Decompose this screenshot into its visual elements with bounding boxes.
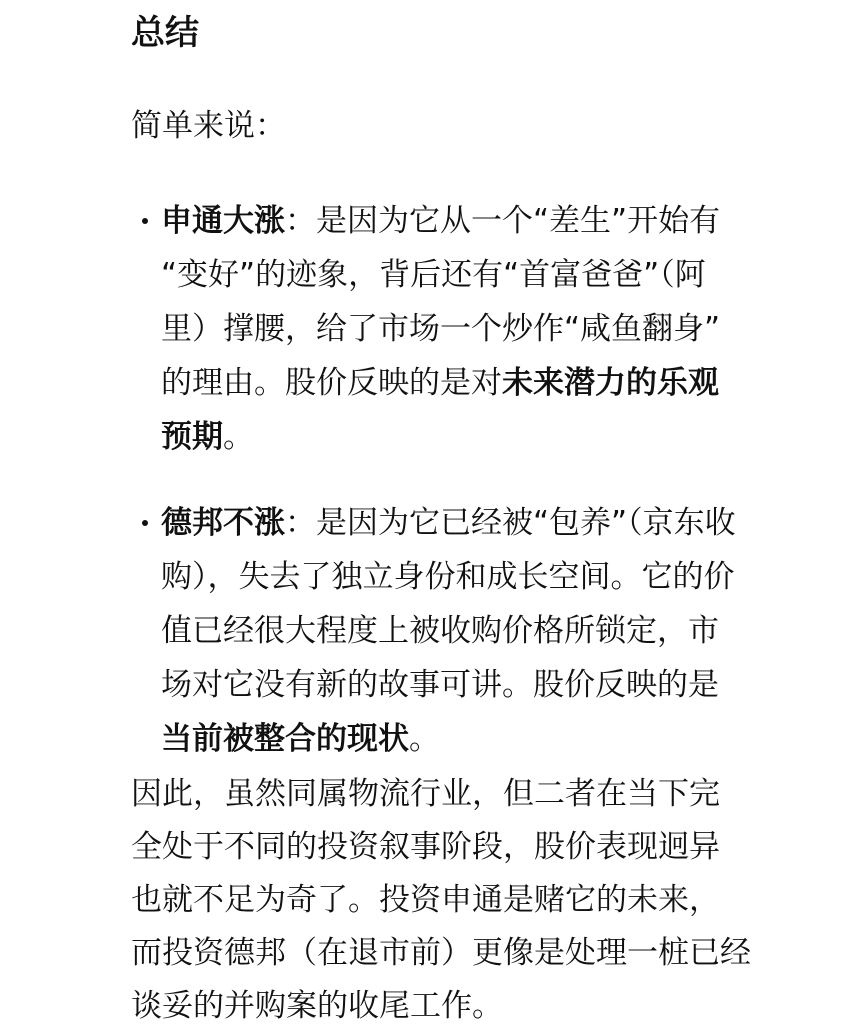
text-segment: “变好”的迹象，背后还有“首富爸爸”（阿 <box>161 257 706 293</box>
text-line <box>161 550 831 604</box>
section-heading: 总结 <box>131 13 199 53</box>
text-segment: ：是因为它从一个“差生”开始有 <box>285 203 721 239</box>
bold-segment: 德邦不涨 <box>161 505 285 541</box>
text-line: 谈妥的并购案的收尾工作。 <box>131 988 503 1024</box>
text-line <box>161 302 831 356</box>
text-line <box>161 712 831 766</box>
text-line: 而投资德邦（在退市前）更像是处理一桩已经 <box>131 935 751 971</box>
text-line <box>161 248 831 302</box>
text-segment: 场对它没有新的故事可讲。股价反映的是 <box>161 667 719 703</box>
text-segment: 。 <box>409 721 440 757</box>
text-line <box>161 410 831 464</box>
text-segment: 的理由。股价反映的是对 <box>161 365 502 401</box>
bullet-dot-icon <box>142 520 148 526</box>
text-segment: 值已经很大程度上被收购价格所锁定，市 <box>161 613 719 649</box>
bold-segment: 预期 <box>161 419 223 455</box>
bold-segment: 当前被整合的现状 <box>161 721 409 757</box>
summary-paragraph <box>131 768 831 1033</box>
text-segment: 。 <box>223 419 254 455</box>
text-line: 因此，虽然同属物流行业，但二者在当下完 <box>131 776 720 812</box>
text-line <box>161 194 831 248</box>
bullet-dot-icon <box>142 218 148 224</box>
text-segment: ：是因为它已经被“包养”（京东收 <box>285 505 736 541</box>
bullet-item-deppon <box>131 496 831 766</box>
text-line <box>161 496 831 550</box>
text-line <box>161 658 831 712</box>
text-line <box>161 604 831 658</box>
bullet-item-sto <box>131 194 831 464</box>
intro-text: 简单来说： <box>131 108 286 144</box>
text-line: 全处于不同的投资叙事阶段，股价表现迥异 <box>131 829 720 865</box>
text-segment: 里）撑腰，给了市场一个炒作“咸鱼翻身” <box>161 311 721 347</box>
bold-segment: 未来潜力的乐观 <box>502 365 719 401</box>
bold-segment: 申通大涨 <box>161 203 285 239</box>
text-segment: 购），失去了独立身份和成长空间。它的价 <box>161 559 735 595</box>
text-line <box>161 356 831 410</box>
bullet-list <box>131 194 831 766</box>
text-line: 也就不足为奇了。投资申通是赌它的未来， <box>131 882 720 918</box>
